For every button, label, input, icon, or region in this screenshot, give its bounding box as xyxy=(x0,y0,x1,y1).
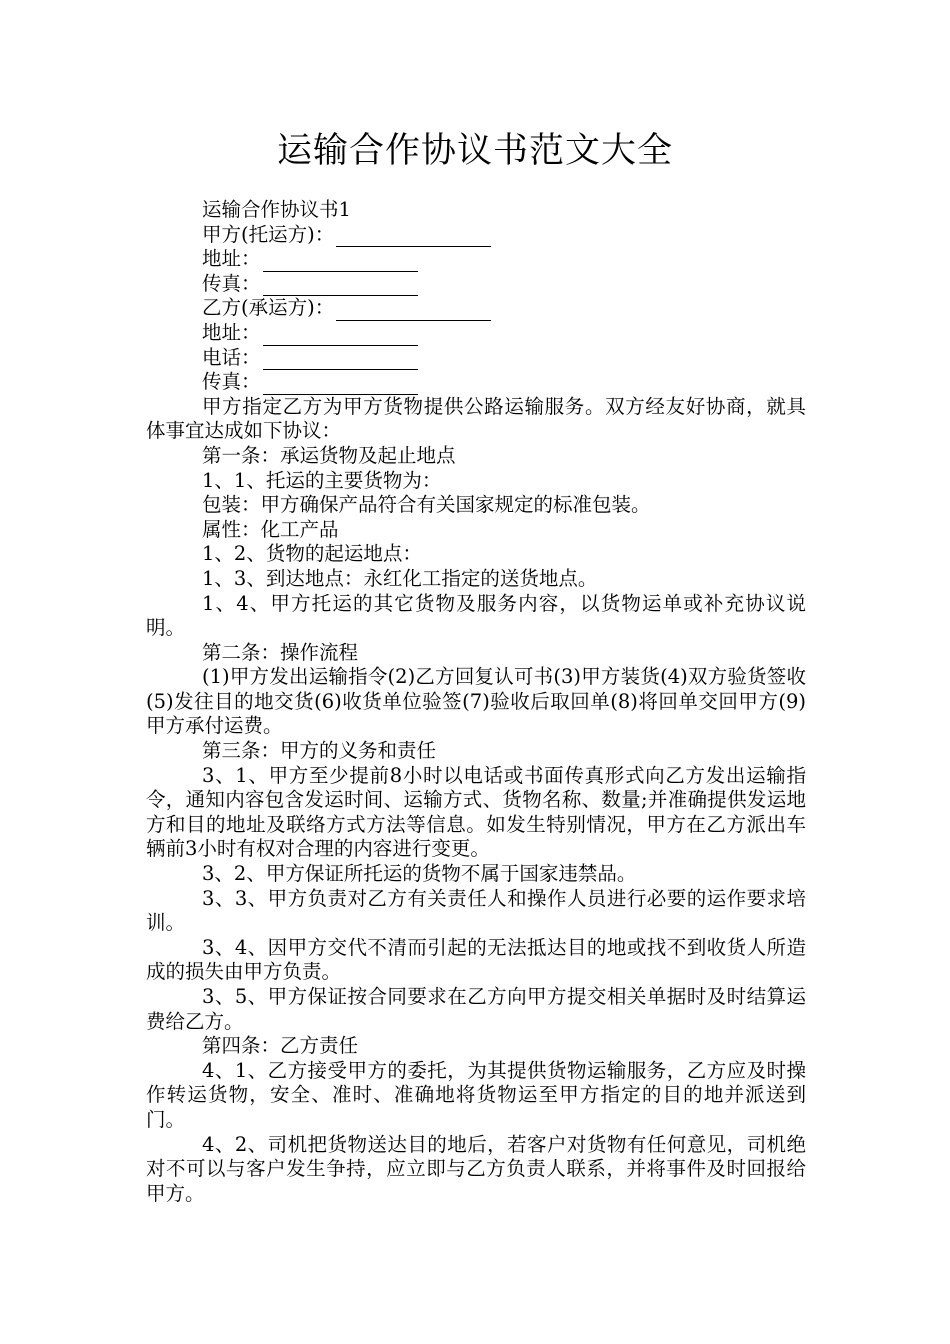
field-label: 传真： xyxy=(202,271,261,295)
field-label: 地址： xyxy=(202,320,261,344)
fill-in-blank xyxy=(263,351,418,370)
field-label: 地址： xyxy=(202,247,261,271)
article-heading: 第二条：操作流程 xyxy=(202,640,359,664)
clause-paragraph: 4、2、司机把货物送达目的地后，若客户对货物有任何意见，司机绝对不可以与客户发生争持，应立即与乙方负责人联系，并将事件及时回报给甲方。 xyxy=(146,1132,806,1205)
field-address-b xyxy=(146,321,806,346)
contract-subtitle: 运输合作协议书1 xyxy=(202,198,351,221)
clause-paragraph: 3、3、甲方负责对乙方有关责任人和操作人员进行必要的运作要求培训。 xyxy=(146,886,806,935)
field-label: 乙方(承运方)： xyxy=(202,296,335,320)
field-label: 传真： xyxy=(202,370,261,394)
fill-in-blank xyxy=(263,327,418,346)
article-heading: 第四条：乙方责任 xyxy=(202,1034,359,1058)
field-fax-a xyxy=(146,272,806,297)
fill-in-blank xyxy=(336,228,491,247)
field-fax-b xyxy=(146,370,806,395)
field-label: 甲方(托运方)： xyxy=(202,222,335,246)
clause-paragraph: 1、2、货物的起运地点： xyxy=(202,542,422,566)
clause-paragraph: (1)甲方发出运输指令(2)乙方回复认可书(3)甲方装货(4)双方验货签收(5)发往目的地交货(6)收货单位验签(7)验收后取回单(8)将回单交回甲方(9)甲方承付运费。 xyxy=(146,665,806,738)
field-address-a xyxy=(146,247,806,272)
clause-paragraph: 3、5、甲方保证按合同要求在乙方向甲方提交相关单据时及时结算运费给乙方。 xyxy=(146,985,806,1033)
fill-in-blank xyxy=(263,376,418,395)
clause-paragraph: 3、1、甲方至少提前8小时以电话或书面传真形式向乙方发出运输指令，通知内容包含发运时间、运输方式、货物名称、数量;并准确提供发运地方和目的地址及联络方式方法等信息。如发生特别情况，甲方在乙方派出车辆前3小时有权对合理的内容进行变更。 xyxy=(146,763,806,861)
field-party-b xyxy=(146,296,806,321)
document-title: 运输合作协议书范文大全 xyxy=(276,131,673,171)
clause-paragraph: 3、4、因甲方交代不清而引起的无法抵达目的地或找不到收货人所造成的损失由甲方负责。 xyxy=(146,935,806,984)
intro-paragraph: 甲方指定乙方为甲方货物提供公路运输服务。双方经友好协商，就具体事宜达成如下协议： xyxy=(146,394,806,443)
field-label: 电话： xyxy=(202,345,261,369)
article-heading: 第一条：承运货物及起止地点 xyxy=(202,443,456,467)
article-heading: 第三条：甲方的义务和责任 xyxy=(202,739,437,763)
document-body xyxy=(146,198,806,1206)
clause-paragraph: 1、4、甲方托运的其它货物及服务内容，以货物运单或补充协议说明。 xyxy=(146,591,806,640)
field-party-a xyxy=(146,223,806,248)
fill-in-blank xyxy=(263,253,418,272)
clause-paragraph: 4、1、乙方接受甲方的委托，为其提供货物运输服务，乙方应及时操作转运货物，安全、准时、准确地将货物运至甲方指定的目的地并派送到门。 xyxy=(146,1058,806,1131)
clause-paragraph: 1、1、托运的主要货物为： xyxy=(202,468,442,492)
clause-paragraph: 属性：化工产品 xyxy=(202,517,339,541)
fill-in-blank xyxy=(336,302,491,321)
clause-paragraph: 1、3、到达地点：永红化工指定的送货地点。 xyxy=(202,566,598,590)
clause-paragraph: 包装：甲方确保产品符合有关国家规定的标准包装。 xyxy=(202,493,651,517)
fill-in-blank xyxy=(263,277,418,296)
clause-paragraph: 3、2、甲方保证所托运的货物不属于国家违禁品。 xyxy=(202,862,637,886)
field-phone-b xyxy=(146,346,806,371)
